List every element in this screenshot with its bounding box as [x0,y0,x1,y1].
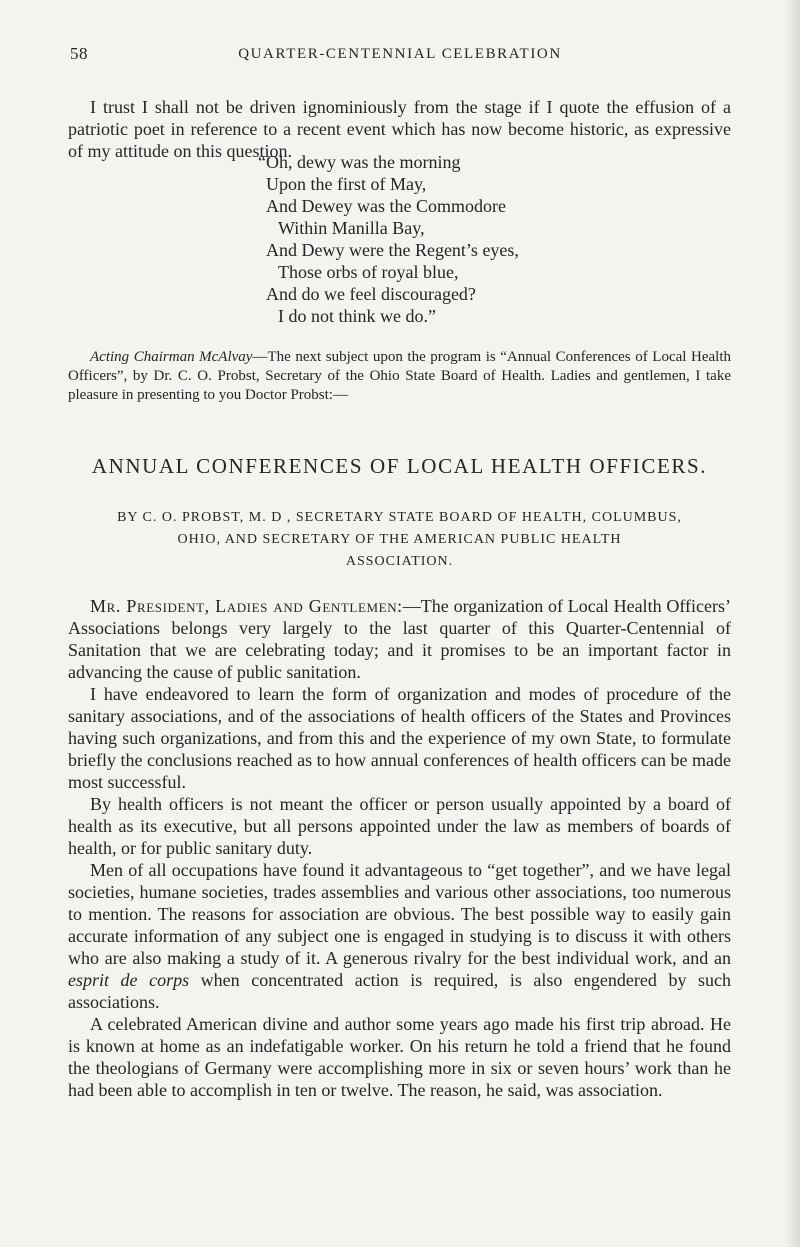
body-paragraph: A celebrated American divine and author some years ago made his first trip abroad. He is known at home as an indefatigable worker. On his return he told a friend that he found the theologians of Germany were accomplishing more in six or seven hours’ work than he had been able to accomplish in ten or twelve. The reason, he said, was association. [68,1014,731,1100]
page-edge-shadow [784,0,800,1247]
poem-line: Those orbs of royal blue, [278,262,459,282]
poem-line: And Dewy were the Regent’s eyes, [266,240,519,260]
intro-paragraph: I trust I shall not be driven ignominiously from the stage if I quote the effusion of a patriotic poet in reference to a recent event which has now become historic, as expressive of my attitude on this question. [68,97,731,161]
chairman-remarks: —The next subject upon the program is “Annual Conferences of Local Health Officers”, by Dr. C. O. Probst, Secretary of the Ohio State Board of Health. Ladies and gentlemen, I take pleasure in presenting to you Doctor Probst:— [68,349,731,403]
body-paragraph [68,595,731,683]
article-title: ANNUAL CONFERENCES OF LOCAL HEALTH OFFICERS. [91,454,708,478]
poem [258,151,618,327]
byline-line: BY C. O. PROBST, M. D , SECRETARY STATE BOARD OF HEALTH, COLUMBUS, [117,510,682,525]
poem-line: I do not think we do.” [278,306,436,326]
salutation: Mr. President, Ladies and Gentlemen: [90,596,403,616]
byline-line: ASSOCIATION. [345,554,454,569]
running-head: QUARTER-CENTENNIAL CELEBRATION [238,46,562,62]
italic-phrase: esprit de corps [68,970,190,990]
article-byline [68,507,731,573]
poem-line: And Dewey was the Commodore [266,196,506,216]
speaker-name: Acting Chairman McAlvay [90,349,253,365]
poem-line: And do we feel discouraged? [266,284,476,304]
poem-line: “Oh, dewy was the morning [258,152,461,172]
page-header [70,44,730,68]
article-body [68,595,731,1101]
byline-line: OHIO, AND SECRETARY OF THE AMERICAN PUBLIC HEALTH [177,532,622,547]
body-paragraph [68,859,731,1013]
poem-line: Within Manilla Bay, [278,218,425,238]
paragraph-text: —The organization of Local Health Officers’ Associations belongs very largely to the last quarter of this Quarter-Centennial of Sanitation that we are celebrating today; and it promises to be an important factor in advancing the cause of public sanitation. [68,596,731,682]
chairman-introduction [68,348,731,405]
body-paragraph: By health officers is not meant the officer or person usually appointed by a board of health as its executive, but all persons appointed under the law as members of boards of health, or for public sanitary duty. [68,794,731,858]
page-number: 58 [70,44,88,63]
body-paragraph: I have endeavored to learn the form of organization and modes of procedure of the sanitary associations, and of the associations of health officers of the States and Provinces having such organizations, and from this and the experience of my own State, to formulate briefly the conclusions reached as to how annual conferences of health officers can be made most successful. [68,684,731,792]
poem-line: Upon the first of May, [266,174,427,194]
paragraph-text: when concentrated action is required, is also engendered by such associations. [68,970,731,1012]
paragraph-text: Men of all occupations have found it advantageous to “get together”, and we have legal societies, humane societies, trades assemblies and various other associations, too numerous to mention. The reasons for association are obvious. The best possible way to easily gain accurate information of any subject one is engaged in studying is to discuss it with others who are also making a study of it. A generous rivalry for the best individual work, and an [68,860,731,968]
